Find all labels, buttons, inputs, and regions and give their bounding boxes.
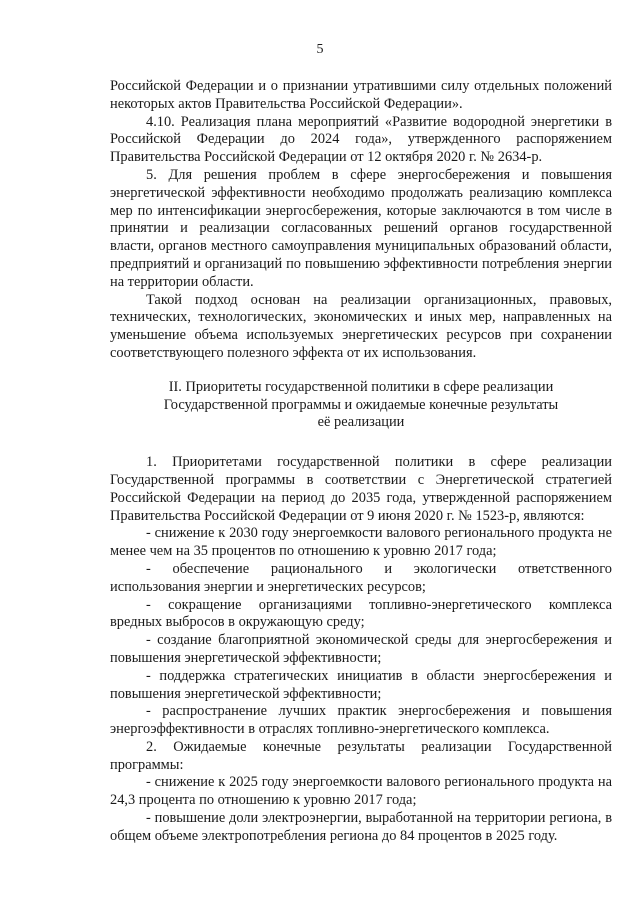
heading-line-3: её реализации [317,414,405,431]
priority-item: - обеспечение рационального и экологически ответственного использования энергии и энергетических ресурсов; [110,560,612,595]
results-intro: 2. Ожидаемые конечные результаты реализации Государственной программы: [110,738,612,773]
paragraph-5: 5. Для решения проблем в сфере энергосбережения и повышения энергетической эффективности необходимо продолжать реализацию комплекса мер по интенсификации энергосбережения, которые заключаются в том числе в принятии и реализации согласованных решений органов государственной власти, органов местного самоуправления муниципальных образований области, предприятий и организаций по повышению эффективности потребления энергии на территории области. [110,166,612,290]
priority-item: - снижение к 2030 году энергоемкости валового регионального продукта не менее чем на 35 процентов по отношению к уровню 2017 года; [110,525,612,560]
priority-item: - поддержка стратегических инициатив в области энергосбережения и повышения энергетической эффективности; [110,667,612,702]
result-item: - повышение доли электроэнергии, выработанной на территории региона, в общем объеме электропотребления региона до 84 процентов в 2025 году. [110,810,612,844]
document-body [110,78,612,846]
priority-item: - сокращение организациями топливно-энергетического комплекса вредных выбросов в окружающую среду; [110,596,612,631]
paragraph-continuation: Российской Федерации и о признании утратившими силу отдельных положений некоторых актов Правительства Российской Федерации». [110,78,612,112]
priorities-intro: 1. Приоритетами государственной политики в сфере реализации Государственной программы в соответствии с Энергетической стратегией Российской Федерации на период до 2035 года, утвержденной распоряжением Правительства Российской Федерации от 9 июня 2020 г. № 1523-р, являются: [110,454,612,524]
section-heading [110,379,612,432]
heading-line-2: Государственной программы и ожидаемые конечные результаты [163,396,559,413]
heading-line-1: II. Приоритеты государственной политики в сфере реализации [168,378,554,395]
paragraph-4-10: 4.10. Реализация плана мероприятий «Развитие водородной энергетики в Российской Федерации до 2024 года», утвержденного распоряжением Правительства Российской Федерации от 12 октября 2020 г. № 2634-р. [110,113,612,166]
priority-item: - создание благоприятной экономической среды для энергосбережения и повышения энергетической эффективности; [110,632,612,666]
paragraph-approach: Такой подход основан на реализации организационных, правовых, технических, технологических, экономических и иных мер, направленных на уменьшение объема используемых энергетических ресурсов при сохранении соответствующего полезного эффекта от их использования. [110,291,612,361]
result-item: - снижение к 2025 году энергоемкости валового регионального продукта на 24,3 процента по отношению к уровню 2017 года; [110,774,612,809]
priority-item: - распространение лучших практик энергосбережения и повышения энергоэффективности в отраслях топливно-энергетического комплекса. [110,703,612,738]
page-number: 5 [316,42,324,57]
